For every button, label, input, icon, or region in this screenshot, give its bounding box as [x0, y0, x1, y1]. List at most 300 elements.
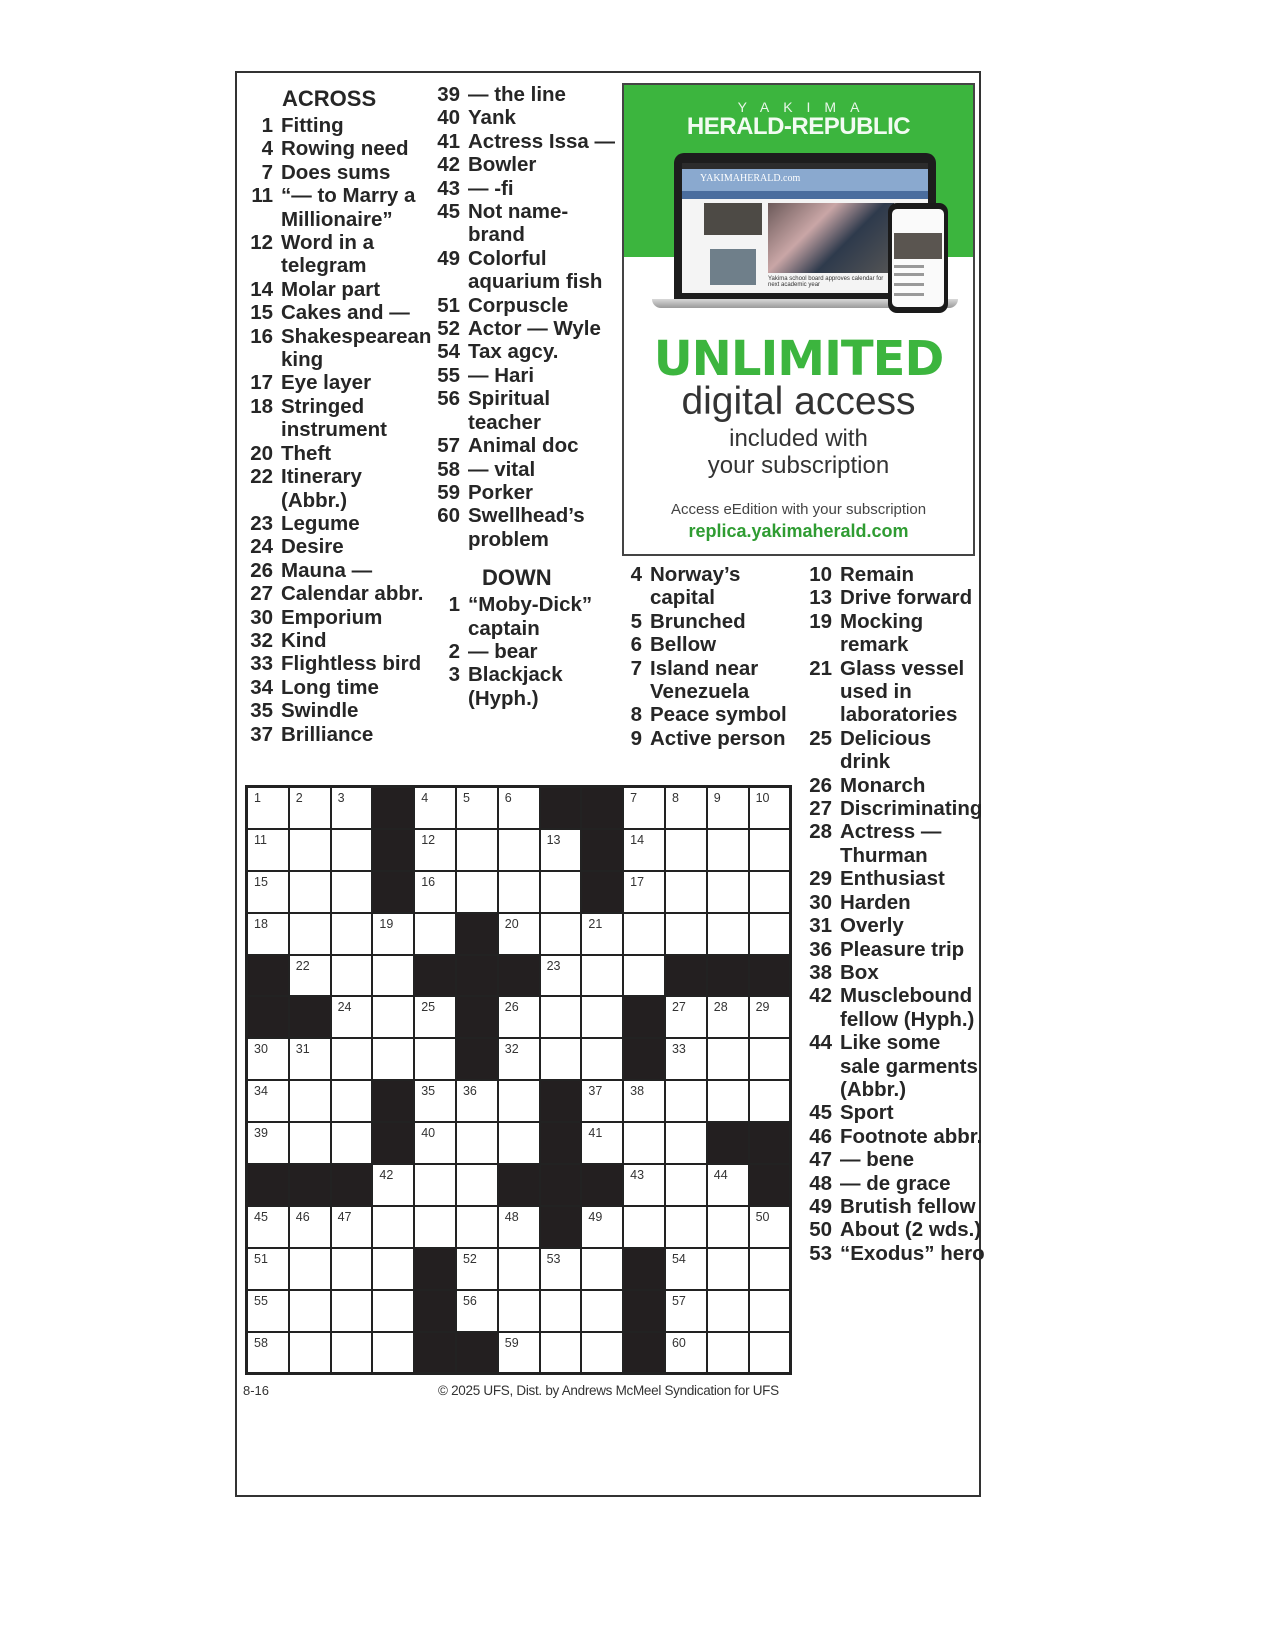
- grid-cell[interactable]: [665, 1332, 707, 1374]
- black-square: [247, 1164, 289, 1206]
- grid-cell[interactable]: [247, 787, 289, 829]
- clue-text: “— to Marry a Millionaire”: [281, 184, 416, 231]
- black-square: [289, 1164, 331, 1206]
- grid-cell[interactable]: [707, 913, 749, 955]
- cell-number: 7: [630, 791, 638, 805]
- clue-item[interactable]: [430, 247, 620, 294]
- grid-cell[interactable]: [581, 1248, 623, 1290]
- clue-text: Porker: [468, 480, 533, 504]
- grid-cell[interactable]: [372, 996, 414, 1038]
- grid-cell[interactable]: [414, 1038, 456, 1080]
- grid-cell[interactable]: [749, 1290, 791, 1332]
- clue-item[interactable]: [247, 606, 427, 629]
- grid-cell[interactable]: [372, 1206, 414, 1248]
- clue-item[interactable]: [247, 652, 427, 675]
- clue-item[interactable]: [247, 137, 427, 160]
- clue-item[interactable]: [620, 703, 795, 726]
- clue-item[interactable]: [247, 114, 427, 137]
- cell-number: 35: [421, 1084, 436, 1099]
- clue-item[interactable]: [247, 301, 427, 324]
- cell-number: 26: [504, 1000, 519, 1015]
- clue-item[interactable]: [800, 867, 985, 890]
- grid-cell[interactable]: [498, 787, 540, 829]
- black-square: [456, 955, 498, 997]
- clue-number: 55: [437, 363, 460, 387]
- grid-cell[interactable]: [414, 996, 456, 1038]
- clue-item[interactable]: [800, 984, 985, 1031]
- clue-item[interactable]: [430, 663, 620, 710]
- clue-text: Bowler: [468, 153, 537, 177]
- clue-item[interactable]: [800, 1172, 985, 1195]
- grid-cell[interactable]: [540, 871, 582, 913]
- grid-cell[interactable]: [665, 1122, 707, 1164]
- cell-number: 33: [671, 1042, 686, 1057]
- clue-item[interactable]: [247, 324, 432, 372]
- cell-number: 43: [630, 1168, 645, 1183]
- grid-cell[interactable]: [331, 829, 373, 871]
- grid-cell[interactable]: [665, 829, 707, 871]
- grid-cell[interactable]: [707, 1164, 749, 1206]
- grid-cell[interactable]: [665, 1206, 707, 1248]
- grid-cell[interactable]: [581, 1038, 623, 1080]
- clue-item[interactable]: [430, 177, 620, 200]
- grid-cell[interactable]: [707, 1332, 749, 1374]
- cell-number: 14: [630, 832, 645, 847]
- grid-cell[interactable]: [456, 1080, 498, 1122]
- clue-text: Corpuscle: [468, 293, 569, 317]
- clue-number: 26: [250, 558, 273, 582]
- cell-number: 53: [546, 1251, 561, 1266]
- grid-cell[interactable]: [665, 913, 707, 955]
- grid-cell[interactable]: [540, 913, 582, 955]
- grid-cell[interactable]: [581, 955, 623, 997]
- grid-cell[interactable]: [623, 913, 665, 955]
- grid-cell[interactable]: [456, 871, 498, 913]
- clue-text: Shakespearean king: [281, 324, 432, 372]
- grid-cell[interactable]: [414, 787, 456, 829]
- clue-item[interactable]: [800, 586, 985, 609]
- grid-cell[interactable]: [707, 1290, 749, 1332]
- grid-cell[interactable]: [498, 1332, 540, 1374]
- black-square: [623, 1248, 665, 1290]
- clue-item[interactable]: [800, 891, 985, 914]
- grid-cell[interactable]: [707, 1080, 749, 1122]
- grid-cell[interactable]: [623, 829, 665, 871]
- clue-text: — de grace: [840, 1171, 951, 1195]
- grid-cell[interactable]: [456, 1248, 498, 1290]
- clue-number: 31: [809, 914, 832, 938]
- grid-cell[interactable]: [665, 787, 707, 829]
- clue-number: 12: [250, 231, 273, 255]
- clue-item[interactable]: [247, 535, 427, 558]
- grid-cell[interactable]: [581, 1290, 623, 1332]
- grid-cell[interactable]: [665, 1038, 707, 1080]
- grid-cell[interactable]: [456, 1164, 498, 1206]
- grid-cell[interactable]: [247, 871, 289, 913]
- grid-cell[interactable]: [456, 829, 498, 871]
- clue-item[interactable]: [247, 559, 427, 582]
- clue-text: Theft: [281, 441, 332, 465]
- cell-number: 40: [421, 1126, 436, 1141]
- clue-text: About (2 wds.): [840, 1218, 982, 1242]
- grid-cell[interactable]: [331, 787, 373, 829]
- grid-cell[interactable]: [372, 913, 414, 955]
- black-square: [372, 787, 414, 829]
- grid-cell[interactable]: [623, 1080, 665, 1122]
- grid-cell[interactable]: [456, 787, 498, 829]
- grid-cell[interactable]: [581, 913, 623, 955]
- grid-cell[interactable]: [498, 1122, 540, 1164]
- clue-number: 18: [250, 394, 273, 418]
- grid-cell[interactable]: [331, 1290, 373, 1332]
- cell-number: 57: [671, 1293, 686, 1308]
- grid-cell[interactable]: [247, 1248, 289, 1290]
- cell-number: 56: [462, 1293, 477, 1308]
- clue-item[interactable]: [800, 1031, 985, 1101]
- clue-text: Overly: [840, 914, 904, 938]
- grid-cell[interactable]: [581, 1332, 623, 1374]
- clue-text: Remain: [840, 563, 915, 586]
- clue-item[interactable]: [247, 184, 427, 231]
- cell-number: 20: [504, 916, 519, 931]
- grid-cell[interactable]: [456, 1122, 498, 1164]
- grid-cell[interactable]: [289, 955, 331, 997]
- grid-cell[interactable]: [331, 1206, 373, 1248]
- ad-line-1: included with: [729, 425, 868, 452]
- grid-cell[interactable]: [665, 1248, 707, 1290]
- grid-cell[interactable]: [498, 871, 540, 913]
- grid-cell[interactable]: [414, 1122, 456, 1164]
- grid-cell[interactable]: [289, 1122, 331, 1164]
- cell-number: 55: [254, 1293, 268, 1308]
- clue-item[interactable]: [800, 563, 985, 586]
- grid-cell[interactable]: [331, 1038, 373, 1080]
- grid-cell[interactable]: [749, 1080, 791, 1122]
- clue-item[interactable]: [430, 387, 620, 434]
- cell-number: 44: [713, 1168, 728, 1183]
- grid-cell[interactable]: [749, 829, 791, 871]
- grid-cell[interactable]: [414, 1080, 456, 1122]
- grid-cell[interactable]: [749, 996, 791, 1038]
- clue-number: 56: [437, 387, 460, 411]
- grid-cell[interactable]: [623, 955, 665, 997]
- grid-cell[interactable]: [372, 1038, 414, 1080]
- clue-item[interactable]: [800, 1148, 985, 1171]
- clue-item[interactable]: [247, 676, 427, 699]
- clue-item[interactable]: [430, 340, 620, 363]
- cell-number: 30: [254, 1042, 268, 1057]
- grid-cell[interactable]: [707, 1038, 749, 1080]
- grid-cell[interactable]: [498, 1290, 540, 1332]
- clue-item[interactable]: [247, 699, 427, 722]
- grid-cell[interactable]: [372, 1164, 414, 1206]
- grid-cell[interactable]: [623, 1206, 665, 1248]
- cell-number: 50: [755, 1209, 770, 1224]
- grid-cell[interactable]: [707, 787, 749, 829]
- grid-cell[interactable]: [289, 1290, 331, 1332]
- grid-cell[interactable]: [331, 1122, 373, 1164]
- grid-cell[interactable]: [623, 787, 665, 829]
- clue-item[interactable]: [247, 395, 427, 442]
- clue-item[interactable]: [430, 83, 620, 106]
- cell-number: 8: [671, 791, 679, 805]
- grid-cell[interactable]: [749, 913, 791, 955]
- clue-text: Animal doc: [468, 434, 579, 458]
- cell-number: 18: [254, 916, 268, 931]
- grid-cell[interactable]: [289, 1038, 331, 1080]
- clue-item[interactable]: [247, 465, 427, 512]
- clue-item[interactable]: [430, 364, 620, 387]
- grid-cell[interactable]: [289, 1206, 331, 1248]
- clue-item[interactable]: [430, 640, 620, 663]
- grid-cell[interactable]: [247, 1332, 289, 1374]
- clue-number: 7: [630, 656, 642, 680]
- cell-number: 49: [588, 1209, 603, 1224]
- clue-text: Long time: [281, 675, 379, 699]
- clue-item[interactable]: [620, 727, 795, 750]
- clue-text: Mocking remark: [840, 609, 924, 657]
- clue-item[interactable]: [430, 294, 620, 317]
- grid-cell[interactable]: [540, 996, 582, 1038]
- grid-cell[interactable]: [707, 829, 749, 871]
- clue-item[interactable]: [247, 629, 427, 652]
- clue-item[interactable]: [800, 914, 985, 937]
- crossword-grid[interactable]: [245, 785, 792, 1375]
- cell-number: 24: [337, 1000, 352, 1015]
- grid-cell[interactable]: [247, 1206, 289, 1248]
- clue-item[interactable]: [430, 434, 620, 457]
- grid-cell[interactable]: [414, 1206, 456, 1248]
- grid-cell[interactable]: [623, 1122, 665, 1164]
- clue-text: Word in a telegram: [281, 231, 375, 278]
- clue-item[interactable]: [800, 774, 985, 797]
- clue-number: 41: [437, 129, 460, 153]
- grid-cell[interactable]: [247, 829, 289, 871]
- grid-cell[interactable]: [414, 871, 456, 913]
- clue-item[interactable]: [800, 961, 985, 984]
- clue-item[interactable]: [800, 1125, 985, 1148]
- grid-cell[interactable]: [247, 1122, 289, 1164]
- grid-cell[interactable]: [749, 787, 791, 829]
- clue-text: Sport: [840, 1101, 894, 1125]
- clue-text: Brilliance: [281, 722, 374, 746]
- ad-access-text: Access eEdition with your subscription: [670, 501, 927, 518]
- grid-cell[interactable]: [372, 1332, 414, 1374]
- clue-item[interactable]: [247, 278, 427, 301]
- clue-item[interactable]: [430, 200, 620, 247]
- grid-cell[interactable]: [247, 1290, 289, 1332]
- grid-cell[interactable]: [331, 1080, 373, 1122]
- grid-cell[interactable]: [289, 1332, 331, 1374]
- grid-cell[interactable]: [540, 955, 582, 997]
- grid-cell[interactable]: [581, 996, 623, 1038]
- grid-cell[interactable]: [289, 1248, 331, 1290]
- black-square: [540, 787, 582, 829]
- clue-item[interactable]: [800, 1101, 985, 1124]
- cell-number: 29: [755, 1000, 770, 1015]
- grid-cell[interactable]: [707, 871, 749, 913]
- grid-cell[interactable]: [498, 996, 540, 1038]
- grid-cell[interactable]: [289, 871, 331, 913]
- clue-number: 48: [809, 1171, 832, 1195]
- clue-item[interactable]: [800, 797, 985, 820]
- clue-text: — bene: [840, 1148, 915, 1172]
- clue-number: 23: [250, 511, 273, 535]
- grid-cell[interactable]: [456, 1206, 498, 1248]
- clue-item[interactable]: [430, 481, 620, 504]
- clue-number: 30: [809, 890, 832, 914]
- clue-item[interactable]: [247, 512, 427, 535]
- clue-item[interactable]: [800, 610, 985, 657]
- clue-number: 17: [250, 371, 273, 395]
- clue-item[interactable]: [430, 106, 620, 129]
- grid-cell[interactable]: [331, 871, 373, 913]
- clue-item[interactable]: [620, 610, 795, 633]
- clue-item[interactable]: [430, 593, 620, 640]
- clue-item[interactable]: [800, 727, 985, 774]
- grid-cell[interactable]: [372, 1290, 414, 1332]
- ad-line-2: your subscription: [707, 452, 890, 479]
- clue-number: 44: [809, 1031, 832, 1055]
- grid-cell[interactable]: [372, 1248, 414, 1290]
- grid-cell[interactable]: [289, 829, 331, 871]
- grid-cell[interactable]: [707, 1248, 749, 1290]
- black-square: [372, 871, 414, 913]
- grid-cell[interactable]: [581, 1206, 623, 1248]
- grid-cell[interactable]: [749, 1248, 791, 1290]
- grid-cell[interactable]: [414, 913, 456, 955]
- clue-item[interactable]: [247, 723, 427, 746]
- ad-body: [624, 425, 973, 479]
- clue-item[interactable]: [800, 657, 985, 727]
- grid-cell[interactable]: [665, 1080, 707, 1122]
- grid-cell[interactable]: [498, 1206, 540, 1248]
- grid-cell[interactable]: [331, 1332, 373, 1374]
- grid-cell[interactable]: [331, 913, 373, 955]
- clue-number: 54: [437, 340, 460, 364]
- clue-item[interactable]: [800, 820, 985, 867]
- news-photo-main: [768, 203, 894, 273]
- grid-cell[interactable]: [581, 1122, 623, 1164]
- grid-cell[interactable]: [623, 1164, 665, 1206]
- ad-url-link[interactable]: replica.yakimaherald.com: [688, 521, 909, 541]
- clue-item[interactable]: [247, 371, 427, 394]
- clue-item[interactable]: [800, 1195, 985, 1218]
- across-clues-column-1: [247, 86, 432, 746]
- clue-item[interactable]: [800, 1242, 985, 1265]
- cell-number: 17: [630, 874, 645, 889]
- clue-item[interactable]: [430, 458, 620, 481]
- clue-item[interactable]: [800, 938, 985, 961]
- grid-cell[interactable]: [414, 1164, 456, 1206]
- black-square: [372, 1080, 414, 1122]
- black-square: [372, 1122, 414, 1164]
- clue-item[interactable]: [430, 317, 620, 340]
- grid-cell[interactable]: [498, 1080, 540, 1122]
- grid-cell[interactable]: [331, 996, 373, 1038]
- grid-cell[interactable]: [665, 1290, 707, 1332]
- clue-item[interactable]: [430, 130, 620, 153]
- clue-item[interactable]: [247, 161, 427, 184]
- black-square: [623, 996, 665, 1038]
- clue-item[interactable]: [430, 153, 620, 176]
- grid-cell[interactable]: [623, 871, 665, 913]
- grid-cell[interactable]: [331, 1248, 373, 1290]
- clue-number: 4: [630, 563, 642, 586]
- grid-cell[interactable]: [247, 1080, 289, 1122]
- cell-number: 46: [295, 1209, 310, 1224]
- grid-cell[interactable]: [540, 1332, 582, 1374]
- clue-item[interactable]: [800, 1218, 985, 1241]
- clue-number: 53: [809, 1241, 832, 1265]
- cell-number: 4: [421, 791, 429, 805]
- clue-item[interactable]: [430, 504, 620, 551]
- grid-cell[interactable]: [414, 829, 456, 871]
- clue-item[interactable]: [247, 582, 427, 605]
- grid-cell[interactable]: [665, 1164, 707, 1206]
- clue-number: 8: [630, 703, 642, 727]
- clue-number: 29: [809, 867, 832, 891]
- grid-cell[interactable]: [749, 1206, 791, 1248]
- grid-cell[interactable]: [540, 829, 582, 871]
- grid-cell[interactable]: [749, 871, 791, 913]
- clue-number: 9: [630, 726, 642, 750]
- clue-text: Harden: [840, 890, 911, 914]
- clue-item[interactable]: [247, 231, 427, 278]
- grid-cell[interactable]: [331, 955, 373, 997]
- grid-cell[interactable]: [372, 955, 414, 997]
- grid-cell[interactable]: [707, 996, 749, 1038]
- black-square: [247, 955, 289, 997]
- clue-text: Active person: [650, 726, 786, 750]
- grid-cell[interactable]: [289, 1080, 331, 1122]
- clue-text: Tax agcy.: [468, 340, 559, 364]
- grid-cell[interactable]: [707, 1206, 749, 1248]
- clue-text: Blackjack (Hyph.): [468, 663, 563, 710]
- grid-cell[interactable]: [498, 829, 540, 871]
- cell-number: 36: [462, 1084, 477, 1099]
- grid-cell[interactable]: [456, 1290, 498, 1332]
- subscription-ad[interactable]: [622, 83, 975, 556]
- grid-cell[interactable]: [540, 1248, 582, 1290]
- clue-text: — -fi: [468, 176, 514, 200]
- clue-number: 11: [251, 184, 273, 208]
- clue-text: Brutish fellow: [840, 1194, 976, 1218]
- grid-cell[interactable]: [498, 1248, 540, 1290]
- grid-cell[interactable]: [749, 1332, 791, 1374]
- grid-cell[interactable]: [540, 1038, 582, 1080]
- grid-cell[interactable]: [581, 1080, 623, 1122]
- grid-cell[interactable]: [498, 913, 540, 955]
- grid-cell[interactable]: [540, 1290, 582, 1332]
- grid-cell[interactable]: [749, 1038, 791, 1080]
- clue-item[interactable]: [247, 442, 427, 465]
- clue-item[interactable]: [620, 633, 795, 656]
- grid-cell[interactable]: [247, 1038, 289, 1080]
- grid-cell[interactable]: [247, 913, 289, 955]
- grid-cell[interactable]: [665, 871, 707, 913]
- clue-item[interactable]: [620, 563, 795, 610]
- clue-number: 37: [250, 722, 273, 746]
- grid-cell[interactable]: [289, 913, 331, 955]
- cell-number: 11: [254, 832, 267, 847]
- grid-cell[interactable]: [665, 996, 707, 1038]
- clue-number: 57: [437, 434, 460, 458]
- clue-text: Emporium: [281, 605, 383, 629]
- grid-cell[interactable]: [289, 787, 331, 829]
- grid-cell[interactable]: [498, 1038, 540, 1080]
- clue-item[interactable]: [620, 657, 795, 704]
